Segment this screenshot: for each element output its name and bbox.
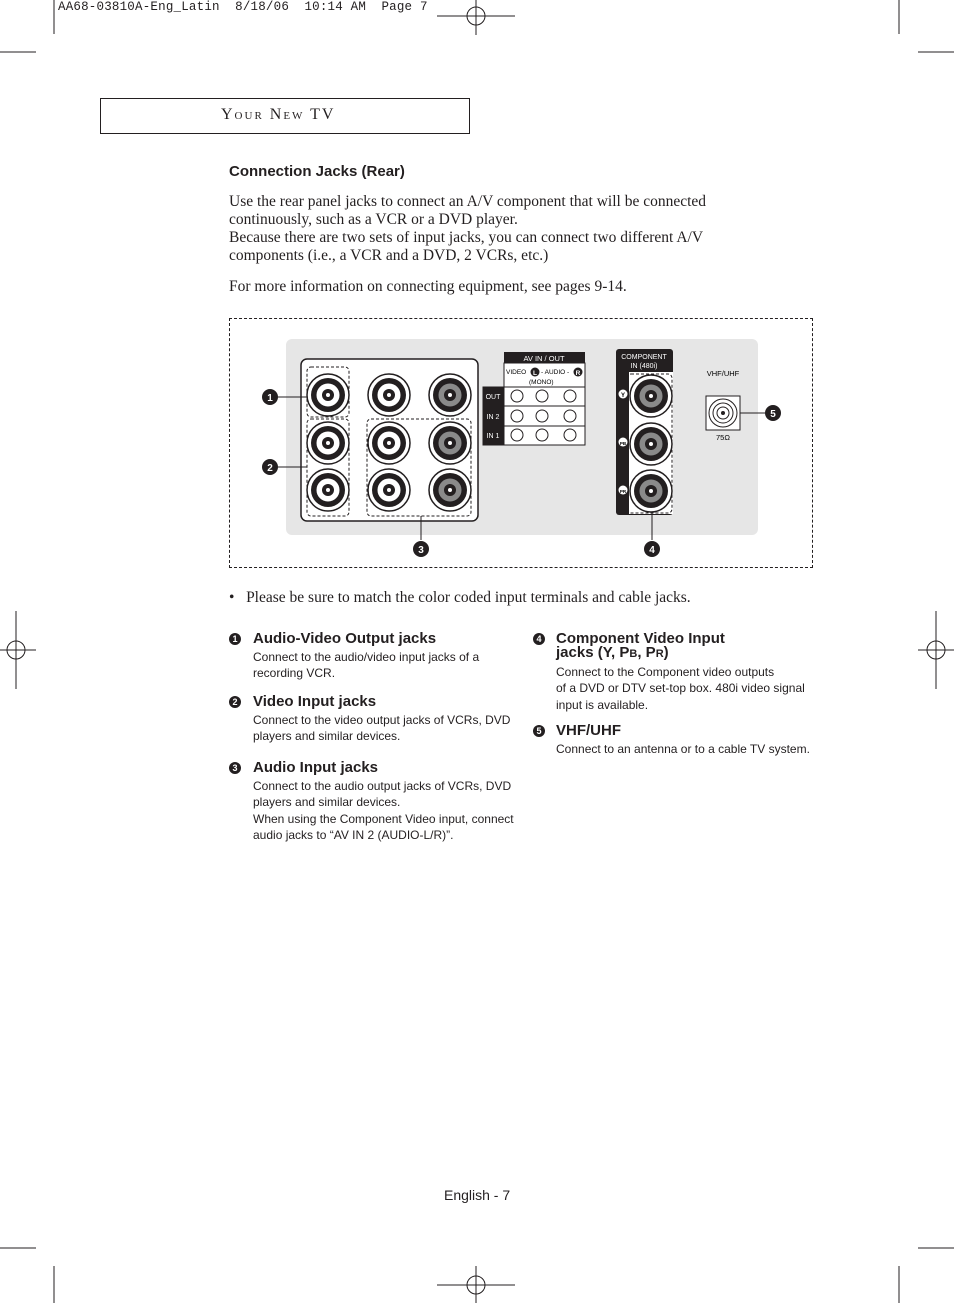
item-number: 3 [229, 762, 241, 774]
comp-pr-label: PR [619, 489, 627, 494]
item-title: Video Input jacks [253, 693, 377, 710]
item-4 [533, 632, 823, 713]
intro-paragraph [229, 193, 789, 265]
item-line: Connect to an antenna or to a cable TV system. [556, 742, 810, 756]
item-line: recording VCR. [253, 666, 336, 681]
ohm-label: 75Ω [716, 433, 730, 442]
callout-1: 1 [267, 393, 273, 404]
bullet-note-text: Please be sure to match the color coded input terminals and cable jacks. [246, 589, 691, 606]
item-number: 2 [229, 696, 241, 708]
component-header-2: IN (480i) [630, 363, 658, 370]
item-line: Connect to the audio/video input jacks of a [253, 650, 480, 664]
intro-line: components (i.e., a VCR and a DVD, 2 VCRs, etc.) [229, 247, 549, 264]
item-title-line-2: jacks (Y, PB, PR) [556, 644, 669, 661]
item-5 [533, 724, 823, 757]
item-line: players and similar devices. [253, 795, 401, 810]
page-footer: English - 7 [444, 1187, 511, 1203]
intro-line: Use the rear panel jacks to connect an A/V component that will be connected [229, 193, 707, 210]
audio-label: - AUDIO - [541, 369, 570, 376]
item-title: Audio Input jacks [253, 759, 379, 776]
vhf-label: VHF/UHF [706, 369, 740, 378]
section-title: Your New TV [221, 106, 336, 123]
item-line: audio jacks to “AV IN 2 (AUDIO-L/R)”. [253, 827, 454, 842]
row-label-out: OUT [485, 394, 501, 401]
item-2 [229, 695, 519, 745]
component-header-1: COMPONENT [621, 354, 667, 361]
item-line: When using the Component Video input, connect [253, 811, 514, 826]
section-title-box [100, 98, 470, 134]
comp-y-label: Y [620, 393, 626, 399]
item-title: VHF/UHF [556, 722, 621, 739]
callout-4: 4 [649, 545, 655, 556]
comp-pb-label: PB [619, 441, 627, 446]
item-title: Audio-Video Output jacks [253, 630, 437, 647]
intro-line: continuously, such as a VCR or a DVD player. [229, 211, 518, 228]
callout-5: 5 [770, 409, 776, 420]
item-line: Connect to the Component video outputs [556, 665, 775, 679]
callout-2: 2 [267, 463, 273, 474]
av-header: AV IN / OUT [523, 354, 565, 363]
callout-3: 3 [418, 545, 424, 556]
page-heading: Connection Jacks (Rear) [229, 163, 405, 180]
item-title-line-1: Component Video Input [556, 630, 725, 647]
l-badge: L [533, 370, 537, 377]
item-line: Connect to the audio output jacks of VCRs, DVD [253, 779, 512, 793]
rear-panel-illustration [229, 318, 813, 568]
item-line: players and similar devices. [253, 729, 401, 744]
video-label: VIDEO [506, 369, 527, 376]
r-badge: R [575, 370, 581, 377]
item-1 [229, 632, 519, 682]
item-title [556, 632, 823, 661]
bullet-note [229, 589, 691, 607]
item-number: 5 [533, 725, 545, 737]
more-info-text: For more information on connecting equipment, see pages 9-14. [229, 278, 627, 295]
row-label-in1: IN 1 [486, 433, 500, 440]
item-line: input is available. [556, 697, 649, 712]
item-number: 1 [229, 633, 241, 645]
item-line: Connect to the video output jacks of VCRs, DVD [253, 713, 511, 727]
intro-line: Because there are two sets of input jacks, you can connect two different A/V [229, 229, 704, 246]
row-label-in2: IN 2 [486, 414, 500, 421]
print-slug: AA68-03810A-Eng_Latin 8/18/06 10:14 AM Page 7 [58, 0, 428, 14]
item-line: of a DVD or DTV set-top box. 480i video signal [556, 681, 805, 696]
mono-label: (MONO) [529, 379, 554, 386]
bullet-dot: • [229, 589, 247, 606]
item-3 [229, 761, 519, 843]
item-number: 4 [533, 633, 545, 645]
